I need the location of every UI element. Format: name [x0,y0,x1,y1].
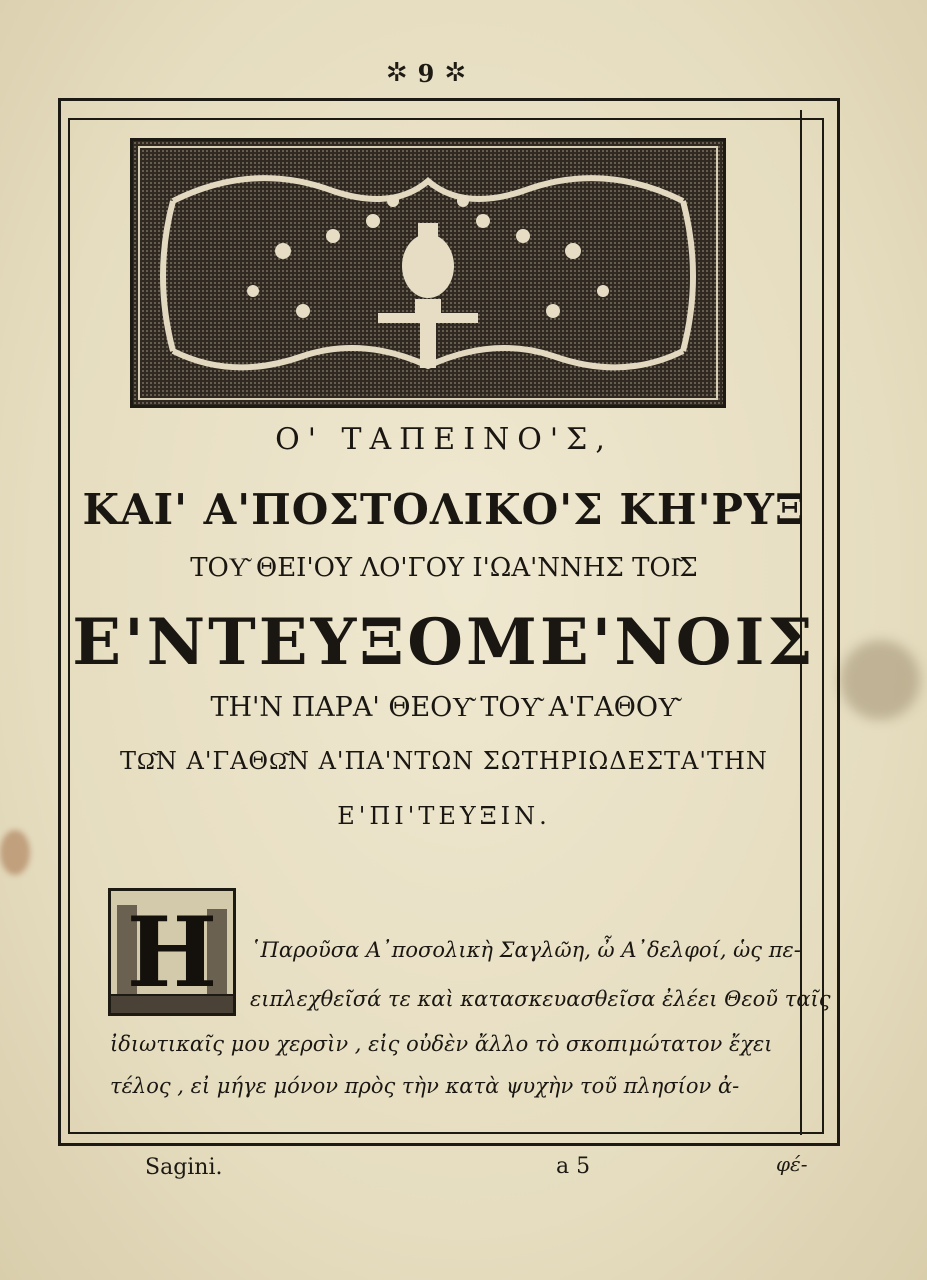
title-line-6: ΤΩ͂Ν Α'ΓΑΘΩ͂Ν Α'ΠΑ'ΝΤΩΝ ΣΩΤΗΡΙΩΔΕΣΤΑ'ΤΗΝ [120,747,768,775]
title-line-7: Ε'ΠΙ'ΤΕΥΞΙΝ. [337,802,551,830]
body-text-line: ἰδιωτικαῖς μου χερσὶν , εἰς οὐδὲν ἄλλο τὸ σκοπιμώτατον ἔχει [110,1032,773,1056]
flower-ornament-icon: ✲ [385,58,408,88]
catchword: φέ- [776,1152,808,1176]
flower-ornament-icon: ✲ [444,58,467,88]
title-line-4: Ε'ΝΤΕΥΞΟΜΕ'ΝΟΙΣ [72,605,816,680]
decorated-initial [108,888,236,1016]
initial-letter: H [126,895,218,1009]
title-line-5: ΤΗ'Ν ΠΑΡΑ' ΘΕΟΥ͂ ΤΟΥ͂ Α'ΓΑΘΟΥ͂ [210,692,678,723]
page-header [366,55,486,91]
title-line-2: ΚΑΙ' Α'ΠΟΣΤΟΛΙΚΟ'Σ ΚΗ'ΡΥΞ [82,485,806,534]
stain [840,640,920,720]
title-line-3: ΤΟΥ͂ ΘΕΙ'ΟΥ ΛΟ'ΓΟΥ Ι'ΩΑ'ΝΝΗΣ ΤΟΙ͂Σ [190,553,698,583]
title-line-1: Ο' ΤΑΠΕΙΝΟ'Σ, [275,422,613,457]
body-text-line: ῾Παροῦσα Α᾿ποσολικὴ Σαγλῶη, ὦ Α᾿δελφοί, ὡς πε- [250,938,801,962]
page-number: 9 [417,58,435,88]
stain [0,830,30,875]
body-text-line: ειπλεχθεῖσά τε καὶ κατασκευασθεῖσα ἐλέει Θεοῦ ταῖς [250,987,831,1011]
body-text-line: τέλος , εἰ μήγε μόνον πρὸς τὴν κατὰ ψυχὴν τοῦ πλησίον ἀ- [110,1074,740,1098]
gathering-mark: a 5 [556,1154,591,1179]
vase-garland-ornament [133,141,723,405]
headpiece-woodcut [130,138,726,408]
signature-mark: Sagini. [145,1155,223,1180]
